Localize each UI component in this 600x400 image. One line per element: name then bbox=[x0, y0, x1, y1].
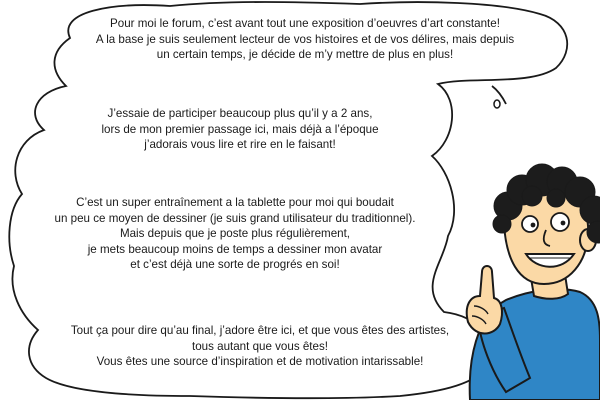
left-eye bbox=[522, 216, 538, 232]
text-line: lors de mon premier passage ici, mais déjà a l’époque bbox=[101, 122, 379, 136]
text-line: tous autant que vous êtes! bbox=[191, 339, 328, 353]
text-line: Vous êtes une source d’inspiration et de motivation intarissable! bbox=[96, 355, 424, 369]
text-line: Mais depuis que je poste plus régulièrement, bbox=[119, 227, 351, 241]
right-eye bbox=[551, 213, 569, 231]
paragraph-conclusion bbox=[30, 323, 490, 370]
text-line: Pour moi le forum, c’est avant tout une exposition d’oeuvres d’art constante! bbox=[110, 17, 500, 30]
text-line: C’est un super entraînement a la tablette pour moi qui boudait bbox=[76, 196, 394, 209]
text-line: A la base je suis seulement lecteur de vos histoires et de vos délires, mais depuis bbox=[95, 32, 515, 46]
text-line: et c’est déjà une sorte de progrés en soi! bbox=[130, 258, 340, 272]
text-line: j’adorais vous lire et rire en le faisant! bbox=[144, 138, 336, 152]
thought-dot bbox=[494, 100, 500, 108]
paragraph-forum-intro bbox=[70, 16, 540, 63]
right-pupil bbox=[561, 221, 566, 226]
text-line: J’essaie de participer beaucoup plus qu’il y a 2 ans, bbox=[107, 107, 373, 120]
text-line: un certain temps, je décide de m’y mettre de plus en plus! bbox=[156, 48, 454, 62]
left-pupil bbox=[531, 223, 536, 228]
text-line: Tout ça pour dire qu’au final, j’adore être ici, et que vous êtes des artistes, bbox=[70, 324, 450, 337]
paragraph-participation bbox=[40, 106, 440, 153]
text-line: je mets beaucoup moins de temps a dessiner mon avatar bbox=[87, 242, 383, 256]
text-line: un peu ce moyen de dessiner (je suis grand utilisateur du traditionnel). bbox=[54, 211, 416, 225]
paragraph-tablet-training bbox=[20, 195, 450, 273]
